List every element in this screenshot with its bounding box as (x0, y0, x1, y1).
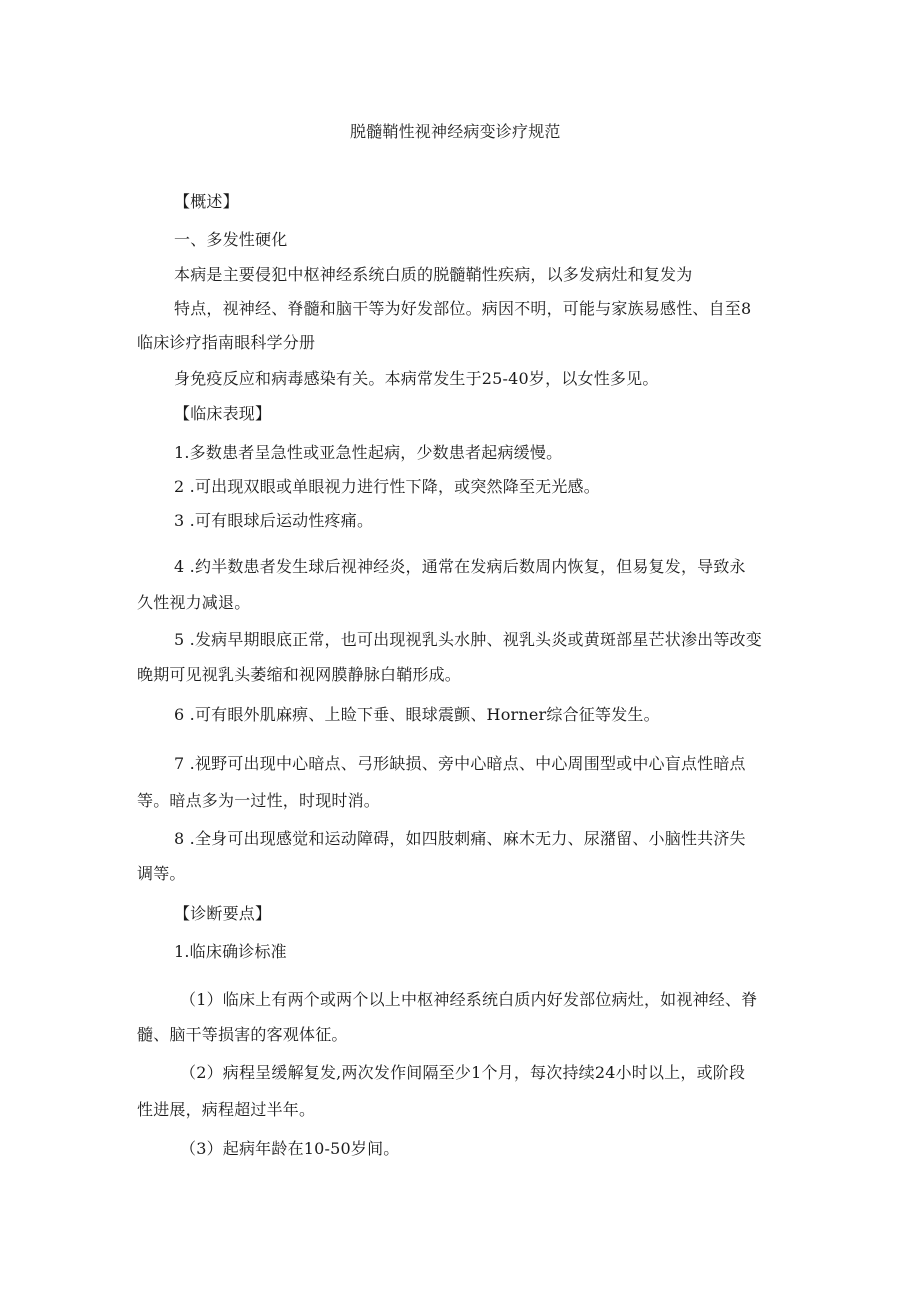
section-heading-overview: 【概述】 (174, 192, 239, 211)
list-item-continuation: 性进展，病程超过半年。 (137, 1100, 316, 1119)
list-item: 3 .可有眼球后运动性疼痛。 (174, 511, 374, 530)
list-item: 2 .可出现双眼或单眼视力进行性下降，或突然降至无光感。 (174, 477, 600, 496)
list-item: 4 .约半数患者发生球后视神经炎，通常在发病后数周内恢复，但易复发，导致永 (174, 557, 746, 576)
list-item: 7 .视野可出现中心暗点、弓形缺损、旁中心暗点、中心周围型或中心盲点性暗点 (174, 754, 746, 773)
document-title: 脱髓鞘性视神经病变诊疗规范 (350, 122, 561, 141)
paragraph-line: 本病是主要侵犯中枢神经系统白质的脱髓鞘性疾病，以多发病灶和复发为 (174, 265, 693, 284)
page-header-line: 临床诊疗指南眼科学分册 (137, 333, 316, 352)
section-heading-clinical: 【临床表现】 (174, 404, 272, 423)
list-item: 8 .全身可出现感觉和运动障碍，如四肢刺痛、麻木无力、尿潴留、小脑性共济失 (174, 829, 746, 848)
subheading: 1.临床确诊标准 (174, 942, 287, 961)
list-item-continuation: 等。暗点多为一过性，时现时消。 (137, 791, 381, 810)
list-item: 6 .可有眼外肌麻痹、上睑下垂、眼球震颤、Horner综合征等发生。 (174, 705, 660, 724)
list-item-continuation: 调等。 (137, 864, 186, 883)
paragraph-line: 身免疫反应和病毒感染有关。本病常发生于25-40岁，以女性多见。 (174, 369, 659, 388)
list-item-continuation: 晚期可见视乳头萎缩和视网膜静脉白鞘形成。 (137, 665, 462, 684)
list-item: （2）病程呈缓解复发,两次发作间隔至少1个月，每次持续24小时以上，或阶段 (180, 1063, 746, 1082)
list-item-continuation: 髓、脑干等损害的客观体征。 (137, 1025, 348, 1044)
list-item: （1）临床上有两个或两个以上中枢神经系统白质内好发部位病灶，如视神经、脊 (180, 990, 758, 1009)
list-item: 1.多数患者呈急性或亚急性起病，少数患者起病缓慢。 (174, 443, 563, 462)
paragraph-line: 特点，视神经、脊髓和脑干等为好发部位。病因不明，可能与家族易感性、自至8 (174, 299, 752, 318)
subheading: 一、多发性硬化 (174, 230, 288, 249)
list-item-continuation: 久性视力减退。 (137, 593, 251, 612)
section-heading-diagnosis: 【诊断要点】 (174, 904, 272, 923)
list-item: 5 .发病早期眼底正常，也可出现视乳头水肿、视乳头炎或黄斑部星芒状渗出等改变 (174, 630, 762, 649)
list-item: （3）起病年龄在10-50岁间。 (180, 1139, 400, 1158)
